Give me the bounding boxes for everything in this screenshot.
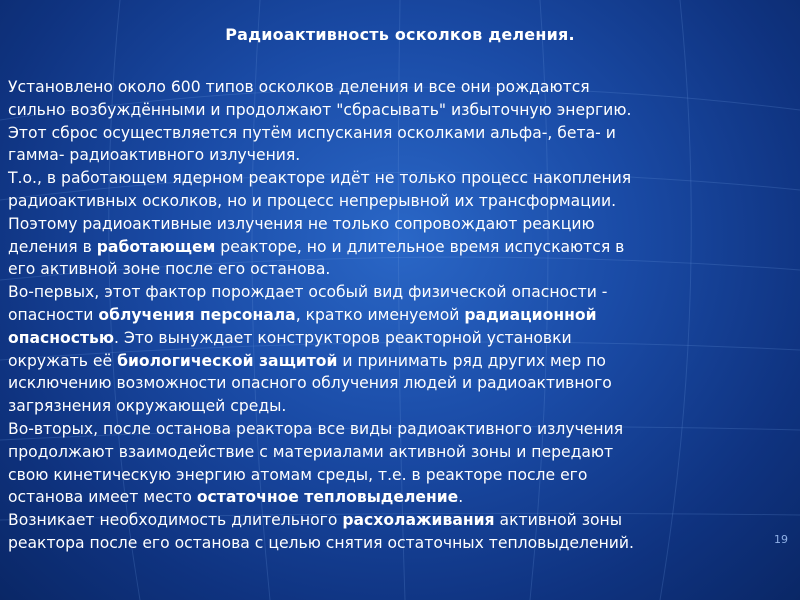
bold-term: расхолаживания	[342, 511, 495, 530]
text-line	[8, 327, 798, 350]
text-line	[8, 122, 798, 145]
text-segment: реакторе, но и длительное время испускаются в	[215, 237, 625, 256]
text-segment: Т.о., в работающем ядерном реакторе идёт не только процесс накопления	[8, 169, 632, 188]
text-line	[8, 441, 798, 464]
bold-term: облучения персонала	[98, 305, 296, 324]
bold-term: радиационной	[464, 305, 597, 324]
text-segment: активной зоны	[494, 511, 623, 530]
text-line	[8, 350, 798, 373]
text-segment: его активной зоне после его останова.	[8, 260, 331, 279]
text-line	[8, 304, 798, 327]
text-segment: Поэтому радиоактивные излучения не только сопровождают реакцию	[8, 214, 595, 233]
text-line	[8, 532, 798, 555]
text-segment: продолжают взаимодействие с материалами активной зоны и передают	[8, 442, 614, 461]
text-segment: останова имеет место	[8, 488, 197, 507]
text-line	[8, 99, 798, 122]
text-segment: окружать её	[8, 351, 118, 370]
text-segment: радиоактивных осколков, но и процесс непрерывной их трансформации.	[8, 191, 617, 210]
slide-body-text	[8, 76, 798, 555]
text-segment: Этот сброс осуществляется путём испускания осколками альфа-, бета- и	[8, 123, 616, 142]
text-segment: исключению возможности опасного облучения людей и радиоактивного	[8, 374, 612, 393]
text-segment: Возникает необходимость длительного	[8, 511, 343, 530]
text-line	[8, 486, 798, 509]
text-line	[8, 190, 798, 213]
text-segment: , кратко именуемой	[295, 305, 465, 324]
bold-term: остаточное тепловыделение	[196, 488, 459, 507]
text-segment: загрязнения окружающей среды.	[8, 397, 287, 416]
text-line	[8, 258, 798, 281]
text-line	[8, 395, 798, 418]
text-segment: . Это вынуждает конструкторов реакторной установки	[114, 328, 572, 347]
text-line	[8, 76, 798, 99]
page-number: 19	[774, 533, 788, 546]
text-line	[8, 464, 798, 487]
text-line	[8, 281, 798, 304]
text-segment: Установлено около 600 типов осколков деления и все они рождаются	[8, 78, 590, 96]
text-segment: Во-вторых, после останова реактора все виды радиоактивного излучения	[8, 419, 624, 438]
text-line	[8, 509, 798, 532]
text-segment: Во-первых, этот фактор порождает особый вид физической опасности -	[8, 283, 608, 302]
text-line	[8, 144, 798, 167]
text-line	[8, 372, 798, 395]
text-line	[8, 418, 798, 441]
text-segment: сильно возбуждёнными и продолжают "сбрасывать" избыточную энергию.	[8, 100, 632, 119]
text-line	[8, 213, 798, 236]
text-segment: опасности	[8, 305, 99, 324]
bold-term: биологической защитой	[117, 351, 338, 370]
text-segment: и принимать ряд других мер по	[337, 351, 606, 370]
text-line	[8, 236, 798, 259]
slide-title: Радиоактивность осколков деления.	[225, 25, 575, 44]
text-segment: гамма- радиоактивного излучения.	[8, 146, 301, 165]
text-segment: деления в	[8, 237, 97, 256]
text-segment: свою кинетическую энергию атомам среды, т.е. в реакторе после его	[8, 465, 588, 484]
text-line	[8, 167, 798, 190]
text-segment: .	[458, 488, 464, 507]
text-segment: реактора после его останова с целью снятия остаточных тепловыделений.	[8, 533, 635, 552]
bold-term: опасностью	[8, 328, 115, 347]
bold-term: работающем	[96, 237, 216, 256]
